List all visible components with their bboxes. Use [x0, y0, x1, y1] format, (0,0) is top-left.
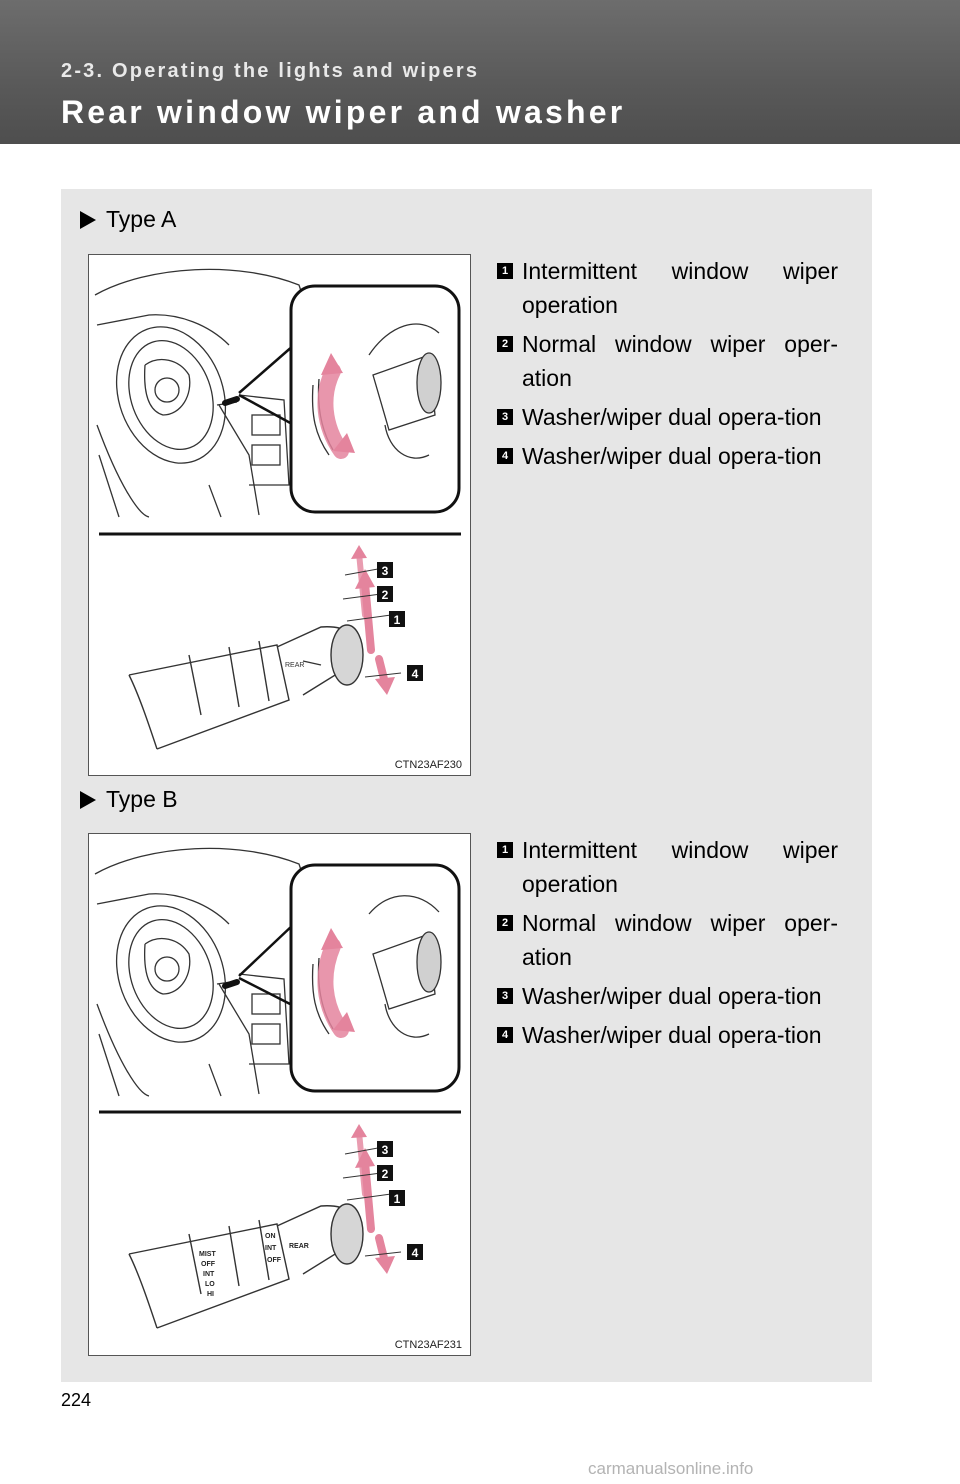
lever-label-on: ON	[265, 1233, 276, 1240]
svg-text:3: 3	[381, 1143, 389, 1157]
type-a-figure	[88, 254, 471, 776]
motion-arrow-up-2	[359, 553, 365, 615]
type-a-heading-text: Type A	[106, 206, 177, 232]
legend-text: Normal window wiper oper-ation	[522, 331, 838, 391]
figure-callout-4	[407, 1244, 423, 1260]
number-badge: 4	[497, 448, 513, 464]
lever-label-mist: MIST	[199, 1251, 216, 1258]
legend-item	[497, 254, 838, 322]
svg-text:1: 1	[393, 1192, 401, 1206]
figure-code: CTN23AF230	[394, 759, 462, 771]
number-badge: 4	[497, 1027, 513, 1043]
page-number: 224	[61, 1390, 92, 1410]
lever-label-off: OFF	[267, 1257, 281, 1264]
lever-label-lo: LO	[205, 1281, 215, 1288]
svg-text:2: 2	[381, 588, 389, 602]
type-b-heading	[80, 786, 178, 813]
svg-text:2: 2	[381, 1167, 389, 1181]
figure-callout-1	[389, 611, 405, 627]
lever-label-int-2: INT	[203, 1271, 215, 1278]
legend-text: Washer/wiper dual opera-tion	[522, 1022, 822, 1048]
legend-item	[497, 833, 838, 901]
type-b-figure	[88, 833, 471, 1356]
lever-label-off-2: OFF	[201, 1261, 215, 1268]
legend-text: Intermittent window wiper operation	[522, 258, 838, 318]
page-title: Rear window wiper and washer	[61, 94, 626, 130]
type-b-illustration	[89, 834, 470, 1355]
legend-item	[497, 979, 838, 1013]
legend-text: Normal window wiper oper-ation	[522, 910, 838, 970]
legend-item	[497, 400, 838, 434]
watermark: carmanualsonline.info	[588, 1459, 754, 1478]
page-header	[0, 0, 960, 144]
number-badge: 1	[497, 263, 513, 279]
figure-callout-1	[389, 1190, 405, 1206]
number-badge: 1	[497, 842, 513, 858]
type-b-heading-text: Type B	[106, 786, 178, 812]
type-a-illustration	[89, 255, 470, 775]
type-a-heading	[80, 206, 176, 233]
legend-item	[497, 906, 838, 974]
legend-text: Washer/wiper dual opera-tion	[522, 983, 822, 1009]
type-b-legend	[497, 833, 838, 1057]
svg-text:1: 1	[393, 613, 401, 627]
figure-callout-2	[377, 586, 393, 602]
legend-text: Washer/wiper dual opera-tion	[522, 404, 822, 430]
legend-item	[497, 327, 838, 395]
svg-text:4: 4	[411, 667, 419, 681]
figure-callout-3	[377, 1141, 393, 1157]
legend-text: Washer/wiper dual opera-tion	[522, 443, 822, 469]
lever-label-rear: REAR	[289, 1243, 309, 1250]
number-badge: 3	[497, 988, 513, 1004]
legend-text: Intermittent window wiper operation	[522, 837, 838, 897]
section-label: 2-3. Operating the lights and wipers	[61, 60, 480, 82]
svg-text:3: 3	[381, 564, 389, 578]
number-badge: 2	[497, 915, 513, 931]
figure-callout-4	[407, 665, 423, 681]
lever-label-rear: REAR	[285, 662, 305, 669]
legend-item	[497, 439, 838, 473]
arrow-right-icon	[80, 791, 96, 809]
number-badge: 3	[497, 409, 513, 425]
type-a-legend	[497, 254, 838, 478]
lever-nub	[225, 982, 237, 986]
number-badge: 2	[497, 336, 513, 352]
svg-text:4: 4	[411, 1246, 419, 1260]
figure-code: CTN23AF231	[394, 1339, 462, 1351]
lever-nub	[225, 399, 237, 403]
lever-label-int: INT	[265, 1245, 277, 1252]
figure-callout-3	[377, 562, 393, 578]
lever-label-hi: HI	[207, 1291, 214, 1298]
legend-item	[497, 1018, 838, 1052]
arrow-right-icon	[80, 211, 96, 229]
figure-callout-2	[377, 1165, 393, 1181]
motion-arrow-up-2	[359, 1132, 365, 1194]
